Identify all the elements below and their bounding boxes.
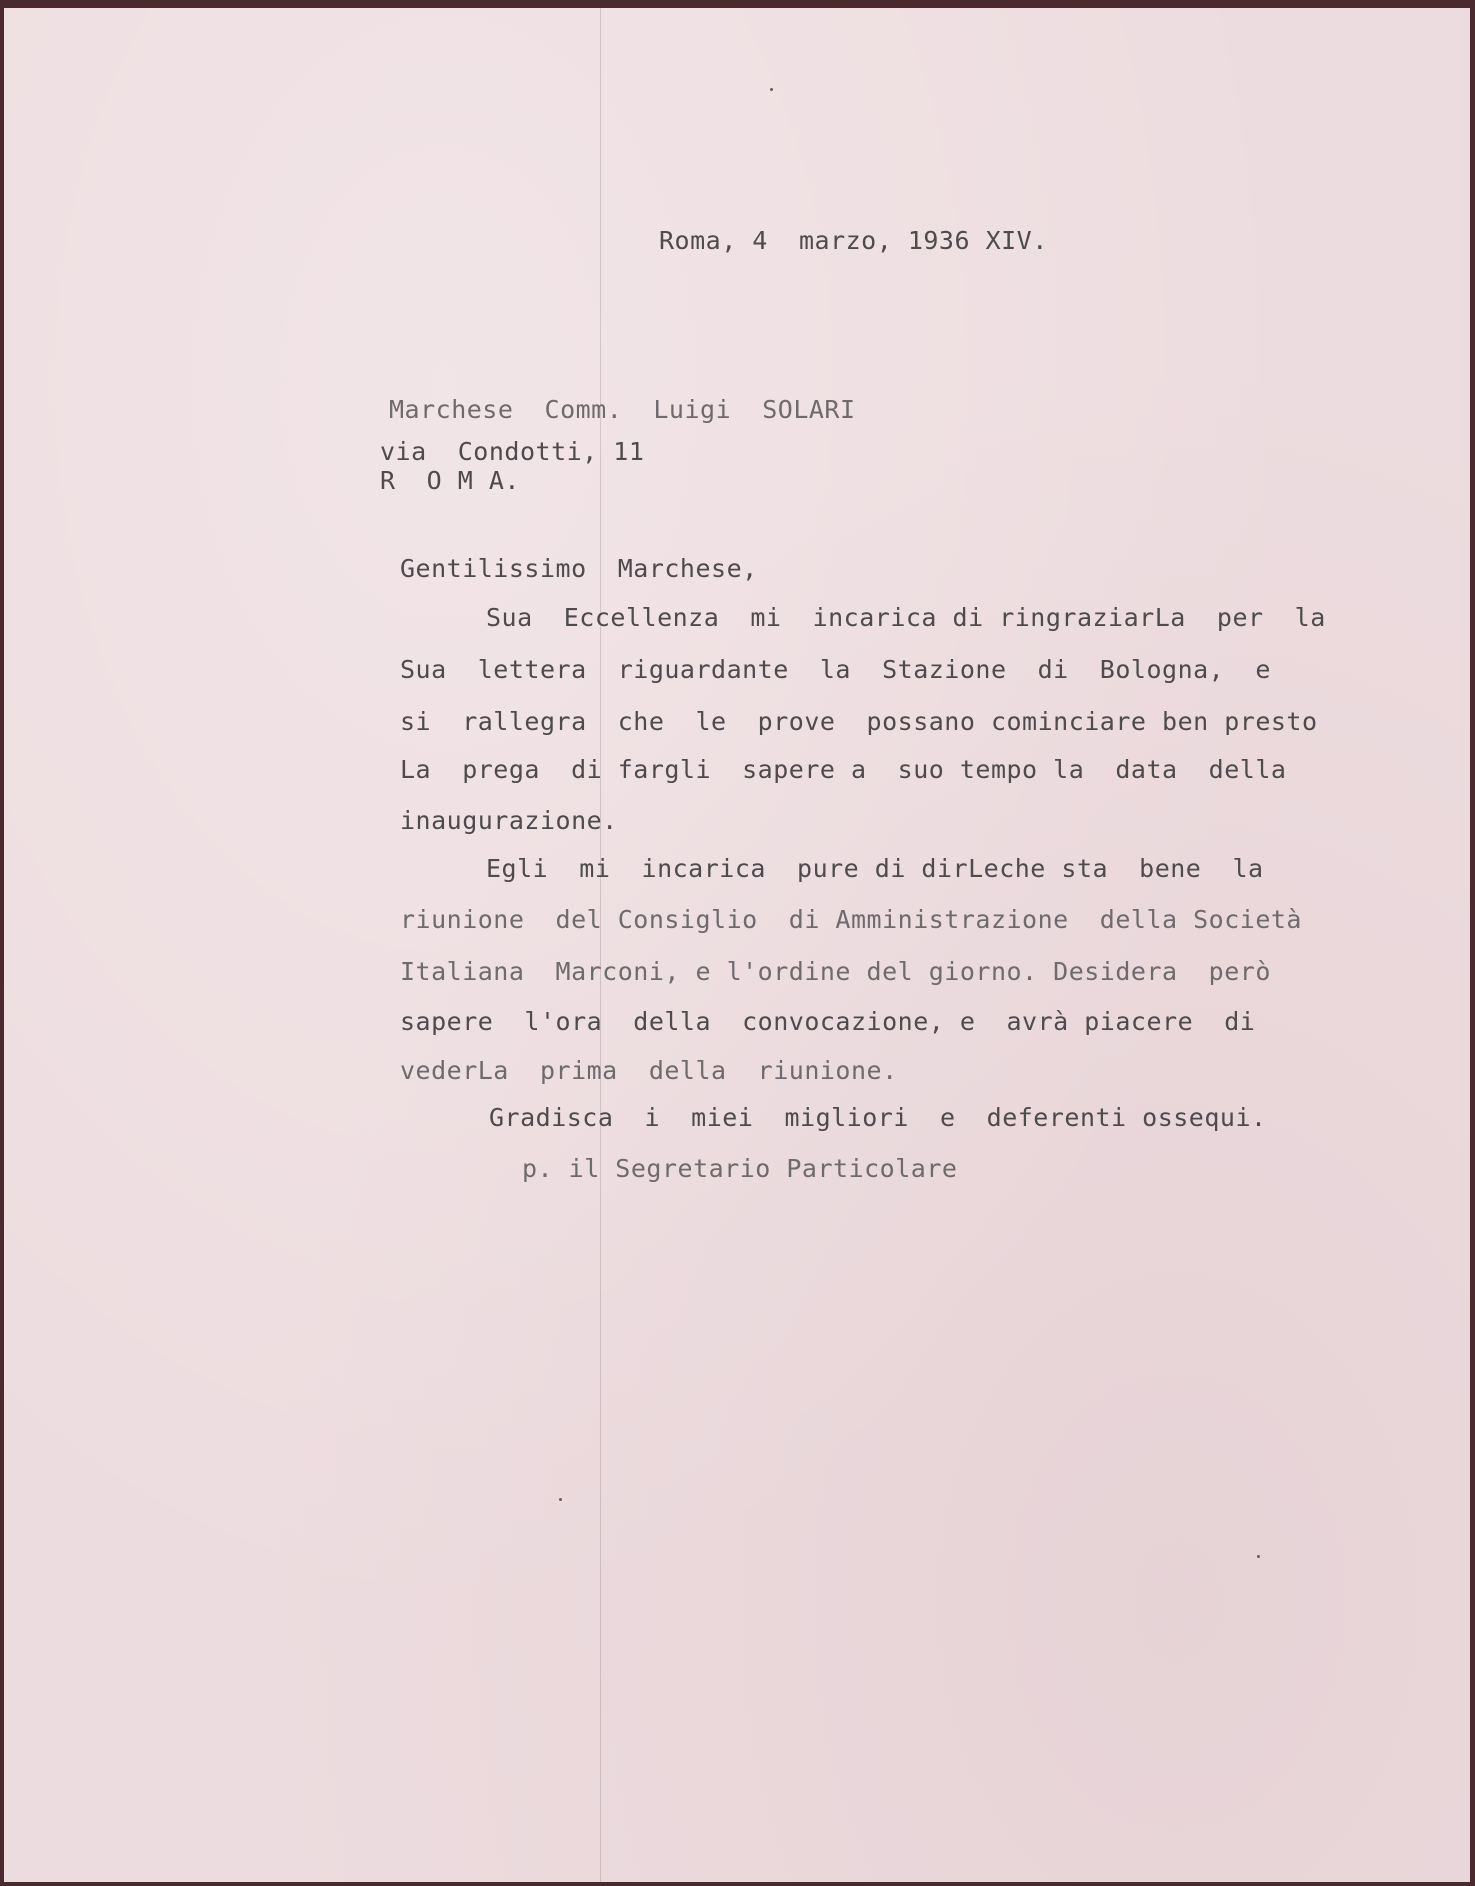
paper-speck [770,88,773,91]
body-line: Egli mi incarica pure di dirLeche sta bene la [486,854,1264,883]
dateline: Roma, 4 marzo, 1936 XIV. [659,226,1048,255]
paper-speck [1257,1555,1260,1558]
letter-page [4,8,1470,1882]
body-line: vederLa prima della riunione. [400,1056,898,1085]
body-line: riunione del Consiglio di Amministrazione della Società [400,905,1302,934]
paper-fold [600,8,601,1882]
recipient-street: via Condotti, 11 [380,437,645,466]
paper-speck [559,1498,562,1501]
body-line: La prega di fargli sapere a suo tempo la data della [400,755,1287,784]
body-line: Italiana Marconi, e l'ordine del giorno. Desidera però [400,957,1271,986]
body-line: sapere l'ora della convocazione, e avrà piacere di [400,1007,1256,1036]
body-line: inaugurazione. [400,806,618,835]
recipient-name: Marchese Comm. Luigi SOLARI [389,395,856,424]
body-line: Sua Eccellenza mi incarica di ringraziarLa per la [486,603,1326,632]
recipient-city: R O M A. [380,466,520,495]
body-line: si rallegra che le prove possano cominciare ben presto [400,707,1318,736]
salutation: Gentilissimo Marchese, [400,554,758,583]
signoff: p. il Segretario Particolare [522,1154,958,1183]
body-line: Gradisca i miei migliori e deferenti ossequi. [489,1103,1267,1132]
body-line: Sua lettera riguardante la Stazione di Bologna, e [400,655,1271,684]
